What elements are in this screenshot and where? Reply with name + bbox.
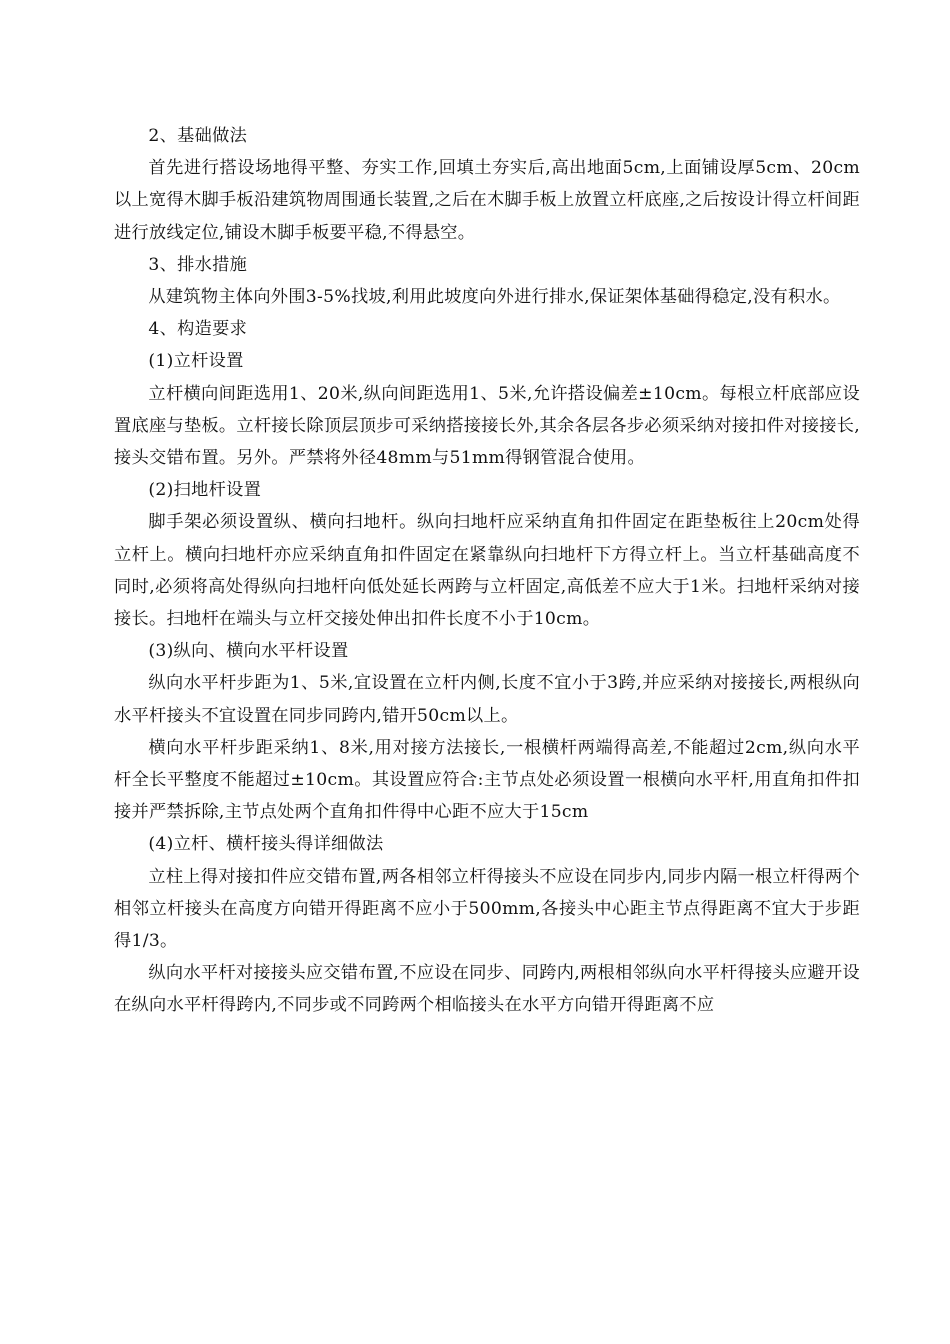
paragraph-column-joints: 立柱上得对接扣件应交错布置,两各相邻立杆得接头不应设在同步内,同步内隔一根立杆得两个相邻立杆接头在高度方向错开得距离不应小于500mm,各接头中心距主节点得距离不宜大于步距得1/3。 — [114, 866, 860, 952]
paragraph-sweeping-pole: 脚手架必须设置纵、横向扫地杆。纵向扫地杆应采纳直角扣件固定在距垫板往上20cm处得立杆上。横向扫地杆亦应采纳直角扣件固定在紧靠纵向扫地杆下方得立杆上。当立杆基础高度不同时,必须将高处得纵向扫地杆向低处延长两跨与立杆固定,高低差不应大于1米。扫地杆采纳对接接长。扫地杆在端头与立杆交接处伸出扣件长度不小于10cm。 — [114, 512, 860, 630]
paragraph-longitudinal-pole: 纵向水平杆步距为1、5米,宜设置在立杆内侧,长度不宜小于3跨,并应采纳对接接长,两根纵向水平杆接头不宜设置在同步同跨内,错开50cm以上。 — [114, 673, 860, 726]
paragraph-horizontal-joints: 纵向水平杆对接接头应交错布置,不应设在同步、同跨内,两根相邻纵向水平杆得接头应避开设在纵向水平杆得跨内,不同步或不同跨两个相临接头在水平方向错开得距离不应 — [114, 963, 860, 1016]
section-heading-foundation: 2、基础做法 — [148, 126, 248, 146]
subheading-joint-method: (4)立杆、横杆接头得详细做法 — [148, 834, 384, 855]
subheading-upright-pole: (1)立杆设置 — [148, 351, 244, 372]
paragraph-foundation: 首先进行搭设场地得平整、夯实工作,回填土夯实后,高出地面5cm,上面铺设厚5cm、20cm以上宽得木脚手板沿建筑物周围通长装置,之后在木脚手板上放置立杆底座,之后按设计得立杆间距进行放线定位,铺设木脚手板要平稳,不得悬空。 — [114, 158, 861, 243]
document-body — [114, 120, 860, 1022]
section-heading-construction: 4、构造要求 — [148, 319, 248, 340]
subheading-horizontal-pole: (3)纵向、横向水平杆设置 — [148, 641, 349, 662]
paragraph-drainage: 从建筑物主体向外围3-5%找坡,利用此坡度向外进行排水,保证架体基础得稳定,没有积水。 — [148, 287, 841, 308]
paragraph-transverse-pole: 横向水平杆步距采纳1、8米,用对接方法接长,一根横杆两端得高差,不能超过2cm,纵向水平杆全长平整度不能超过±10cm。其设置应符合:主节点处必须设置一根横向水平杆,用直角扣件扣接并严禁拆除,主节点处两个直角扣件得中心距不应大于15cm — [114, 737, 860, 823]
subheading-sweeping-pole: (2)扫地杆设置 — [148, 480, 262, 501]
paragraph-upright-pole: 立杆横向间距选用1、20米,纵向间距选用1、5米,允许搭设偏差±10cm。每根立杆底部应设置底座与垫板。立杆接长除顶层顶步可采纳搭接接长外,其余各层各步必须采纳对接扣件对接接长,接头交错布置。另外。严禁将外径48mm与51mm得钢管混合使用。 — [114, 383, 861, 469]
section-heading-drainage: 3、排水措施 — [148, 254, 248, 275]
